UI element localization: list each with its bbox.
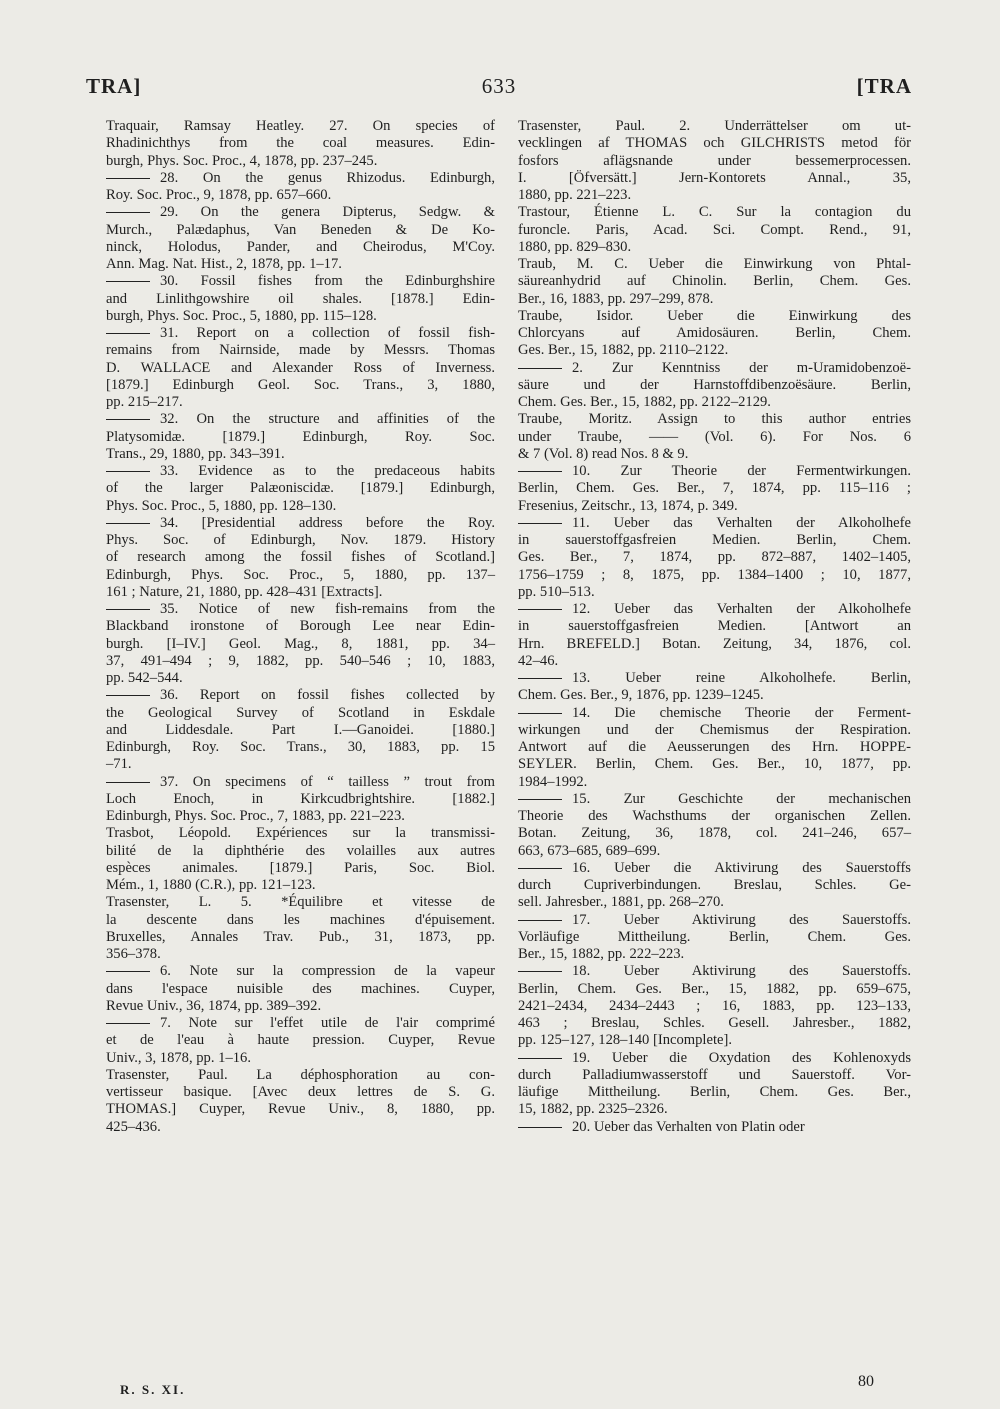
bibliography-entry (518, 118, 911, 204)
entry-line: Traube, Moritz. Assign to this author entries (518, 411, 911, 428)
entry-line: 42–46. (518, 652, 559, 669)
entry-line: Chem. Ges. Ber., 15, 1882, pp. 2122–2129. (518, 394, 771, 410)
ditto-dash (106, 782, 150, 783)
entry-line: 14. Die chemische Theorie der Ferment- (518, 705, 911, 722)
left-column (106, 118, 495, 1136)
entry-line: Edinburgh, Phys. Soc. Proc., 7, 1883, pp. 221–223. (106, 808, 405, 824)
entry-line: vertisseur basique. [Avec deux lettres de S. G. (106, 1084, 495, 1100)
entry-line: säure und der Harnstoffdibenzoësäure. Berlin, (518, 376, 911, 393)
bibliography-entry (518, 256, 911, 308)
entry-line: Chlorcyans auf Amidosäuren. Berlin, Chem. (518, 325, 911, 341)
entry-line: 2421–2434, 2434–2443 ; 16, 1883, pp. 123–133, (518, 997, 911, 1014)
entry-line: 1880, pp. 829–830. (518, 238, 632, 255)
entry-line: of the larger Palæoniscidæ. [1879.] Edinburgh, (106, 480, 495, 497)
entry-line: vecklingen af THOMAS och GILCHRISTS metod för (518, 135, 911, 152)
entry-line: 20. Ueber das Verhalten von Platin oder (518, 1119, 911, 1136)
entry-line: 37. On specimens of “ tailless ” trout from (106, 774, 495, 791)
bibliography-entry (518, 463, 911, 515)
page-number: 633 (481, 74, 517, 98)
entry-line: pp. 510–513. (518, 583, 595, 600)
bibliography-entry (106, 963, 495, 1015)
entry-line: 2. Zur Kenntniss der m-Uramidobenzoë- (518, 360, 911, 377)
entry-line: Trasenster, L. 5. *Équilibre et vitesse de (106, 894, 495, 911)
bibliography-entry (518, 912, 911, 964)
bibliography-entry (518, 791, 911, 860)
entry-line: Traquair, Ramsay Heatley. 27. On species of (106, 118, 495, 134)
entry-line: 12. Ueber das Verhalten der Alkoholhefe (518, 601, 911, 618)
entry-line: Traube, Isidor. Ueber die Einwirkung des (518, 307, 911, 324)
bibliography-entry (518, 360, 911, 412)
entry-line: Botan. Zeitung, 36, 1878, col. 241–246, 657– (518, 825, 911, 842)
entry-line: 35. Notice of new fish-remains from the (106, 601, 495, 618)
entry-line: under Traube, —— (Vol. 6). For Nos. 6 (518, 428, 911, 445)
entry-line: 1880, pp. 221–223. (518, 187, 632, 203)
ditto-dash (106, 471, 150, 472)
running-head-left: TRA] (86, 74, 142, 98)
entry-line: Edinburgh, Phys. Soc. Proc., 5, 1880, pp. 137– (106, 566, 495, 583)
ditto-dash (518, 523, 562, 524)
entry-line: 161 ; Nature, 21, 1880, pp. 428–431 [Extracts]. (106, 583, 383, 600)
entry-line: burgh, Phys. Soc. Proc., 4, 1878, pp. 237–245. (106, 152, 378, 169)
entry-line: espèces animales. [1879.] Paris, Soc. Biol. (106, 859, 495, 876)
bibliography-entry (106, 1015, 495, 1067)
running-head-right: [TRA (856, 74, 912, 98)
entry-line: 356–378. (106, 946, 161, 962)
entry-line: D. WALLACE and Alexander Ross of Inverness. (106, 359, 495, 376)
entry-line: 37, 491–494 ; 9, 1882, pp. 540–546 ; 10, 1883, (106, 652, 495, 669)
entry-line: Trasenster, Paul. La déphosphoration au con- (106, 1066, 495, 1083)
entry-line: fosfors aflägsnande under bessemerprocessen. (518, 152, 911, 169)
bibliography-entry (106, 894, 495, 963)
entry-line: pp. 125–127, 128–140 [Incomplete]. (518, 1032, 733, 1049)
entry-line: Ann. Mag. Nat. Hist., 2, 1878, pp. 1–17. (106, 256, 342, 272)
ditto-dash (518, 920, 562, 921)
entry-line: THOMAS.] Cuyper, Revue Univ., 8, 1880, pp. (106, 1101, 495, 1118)
bibliography-entry (518, 705, 911, 791)
entry-line: 33. Evidence as to the predaceous habits (106, 463, 495, 480)
entry-line: –71. (106, 756, 132, 773)
entry-line: in sauerstoffgasfreien Medien. Berlin, Chem. (518, 532, 911, 548)
right-column (518, 118, 911, 1136)
entry-line: Berlin, Chem. Ges. Ber., 7, 1874, pp. 115–116 ; (518, 480, 911, 497)
entry-line: durch Palladiumwasserstoff und Sauerstoff. Vor- (518, 1066, 911, 1083)
entry-line: Bruxelles, Annales Trav. Pub., 31, 1873, pp. (106, 928, 495, 945)
entry-line: 7. Note sur l'effet utile de l'air comprimé (106, 1015, 495, 1032)
ditto-dash (518, 868, 562, 869)
entry-line: säureanhydrid auf Chinolin. Berlin, Chem. Ges. (518, 273, 911, 290)
entry-line: sell. Jahresber., 1881, pp. 268–270. (518, 894, 724, 911)
entry-line: Mém., 1, 1880 (C.R.), pp. 121–123. (106, 877, 316, 893)
entry-line: and Liddesdale. Part I.—Ganoidei. [1880.] (106, 721, 495, 738)
entry-line: 13. Ueber reine Alkoholhefe. Berlin, (518, 670, 911, 687)
entry-line: 18. Ueber Aktivirung des Sauerstoffs. (518, 963, 911, 980)
entry-line: Loch Enoch, in Kirkcudbrightshire. [1882.] (106, 790, 495, 807)
ditto-dash (106, 281, 150, 282)
entry-line: 29. On the genera Dipterus, Sedgw. & (106, 204, 495, 221)
ditto-dash (518, 1058, 562, 1059)
entry-line: 15, 1882, pp. 2325–2326. (518, 1101, 668, 1118)
entry-line: Phys. Soc. of Edinburgh, Nov. 1879. History (106, 532, 495, 548)
entry-line: Theorie des Wachsthums der organischen Zellen. (518, 808, 911, 824)
entry-line: Ges. Ber., 7, 1874, pp. 872–887, 1402–1405, (518, 549, 911, 566)
entry-line: Blackband ironstone of Borough Lee near Edin- (106, 618, 495, 635)
entry-line: Berlin, Chem. Ges. Ber., 15, 1882, pp. 659–675, (518, 980, 911, 997)
entry-line: 11. Ueber das Verhalten der Alkoholhefe (518, 515, 911, 532)
entry-line: of research among the fossil fishes of Scotland.] (106, 549, 495, 566)
ditto-dash (106, 419, 150, 420)
entry-line: Trasbot, Léopold. Expériences sur la transmissi- (106, 825, 495, 842)
entry-line: the Geological Survey of Scotland in Eskdale (106, 704, 495, 721)
entry-line: Vorläufige Mittheilung. Berlin, Chem. Ges. (518, 928, 911, 945)
entry-line: 32. On the structure and affinities of the (106, 411, 495, 428)
entry-line: in sauerstoffgasfreien Medien. [Antwort an (518, 618, 911, 635)
entry-line: 463 ; Breslau, Schles. Gesell. Jahresber., 1882, (518, 1015, 911, 1031)
ditto-dash (106, 1023, 150, 1024)
ditto-dash (518, 678, 562, 679)
bibliography-entry (518, 860, 911, 912)
entry-line: 17. Ueber Aktivirung des Sauerstoffs. (518, 912, 911, 929)
entry-line: ninck, Holodus, Pander, and Cheirodus, M'Coy. (106, 238, 495, 255)
entry-line: bilité de la diphthérie des volailles aux autres (106, 842, 495, 859)
bibliography-entry (518, 601, 911, 670)
ditto-dash (518, 368, 562, 369)
entry-line: 30. Fossil fishes from the Edinburghshire (106, 273, 495, 290)
entry-line: [1879.] Edinburgh Geol. Soc. Trans., 3, 1880, (106, 376, 495, 393)
bibliography-entry (106, 774, 495, 826)
entry-line: 663, 673–685, 689–699. (518, 842, 661, 859)
entry-line: burgh. [I–IV.] Geol. Mag., 8, 1881, pp. 34– (106, 635, 495, 652)
entry-line: 1984–1992. (518, 773, 588, 790)
entry-line: burgh, Phys. Soc. Proc., 5, 1880, pp. 115–128. (106, 307, 377, 324)
ditto-dash (518, 971, 562, 972)
bibliography-entry (106, 170, 495, 205)
entry-line: 19. Ueber die Oxydation des Kohlenoxyds (518, 1050, 911, 1067)
signature-mark: R. S. XI. (120, 1382, 186, 1397)
bibliography-entry (106, 325, 495, 411)
bibliography-entry (518, 411, 911, 463)
bibliography-entry (518, 1050, 911, 1119)
ditto-dash (518, 1127, 562, 1128)
entry-line: pp. 215–217. (106, 394, 183, 410)
entry-line: Trastour, Étienne L. C. Sur la contagion du (518, 204, 911, 221)
entry-line: Revue Univ., 36, 1874, pp. 389–392. (106, 997, 322, 1014)
running-head (86, 74, 912, 104)
entry-line: 15. Zur Geschichte der mechanischen (518, 791, 911, 808)
entry-line: 34. [Presidential address before the Roy. (106, 515, 495, 532)
bibliography-entry (106, 1067, 495, 1136)
entry-line: Ber., 16, 1883, pp. 297–299, 878. (518, 290, 714, 307)
entry-line: la descente dans les machines d'épuisement. (106, 911, 495, 928)
entry-line: Trans., 29, 1880, pp. 343–391. (106, 445, 285, 462)
entry-line: Edinburgh, Roy. Soc. Trans., 30, 1883, pp. 15 (106, 739, 495, 755)
bibliography-entry (106, 273, 495, 325)
entry-line: wirkungen und der Chemismus der Respiration. (518, 721, 911, 738)
entry-line: and Linlithgowshire oil shales. [1878.] Edin- (106, 290, 495, 307)
entry-line: Hrn. BREFELD.] Botan. Zeitung, 34, 1876, col. (518, 635, 911, 652)
bibliography-entry (106, 463, 495, 515)
ditto-dash (106, 212, 150, 213)
bibliography-entry (518, 1119, 911, 1136)
ditto-dash (106, 971, 150, 972)
entry-line: Phys. Soc. Proc., 5, 1880, pp. 128–130. (106, 497, 337, 514)
bibliography-entry (518, 670, 911, 705)
entry-line: Rhadinichthys from the coal measures. Edin- (106, 135, 495, 152)
entry-line: Univ., 3, 1878, pp. 1–16. (106, 1049, 251, 1066)
ditto-dash (518, 799, 562, 800)
ditto-dash (106, 333, 150, 334)
entry-line: SEYLER. Berlin, Chem. Ges. Ber., 10, 1877, pp. (518, 756, 911, 773)
entry-line: pp. 542–544. (106, 670, 183, 686)
entry-line: furoncle. Paris, Acad. Sci. Compt. Rend., 91, (518, 221, 911, 238)
bibliography-entry (106, 204, 495, 273)
bibliography-entry (106, 118, 495, 170)
bibliography-entry (106, 825, 495, 894)
entry-line: 1756–1759 ; 8, 1875, pp. 1384–1400 ; 10, 1877, (518, 566, 911, 583)
entry-line: Murch., Palædaphus, Van Beneden & De Ko- (106, 221, 495, 238)
entry-line: 31. Report on a collection of fossil fish- (106, 325, 495, 342)
entry-line: 28. On the genus Rhizodus. Edinburgh, (106, 170, 495, 187)
entry-line: Trasenster, Paul. 2. Underrättelser om ut- (518, 118, 911, 134)
entry-line: dans l'espace nuisible des machines. Cuyper, (106, 980, 495, 997)
entry-line: & 7 (Vol. 8) read Nos. 8 & 9. (518, 445, 689, 462)
entry-line: Ber., 15, 1882, pp. 222–223. (518, 946, 685, 962)
sheet-number: 80 (858, 1373, 874, 1390)
ditto-dash (106, 695, 150, 696)
entry-line: et de l'eau à haute pression. Cuyper, Revue (106, 1032, 495, 1049)
bibliography-entry (518, 204, 911, 256)
entry-line: I. [Öfversätt.] Jern-Kontorets Annal., 35, (518, 169, 911, 186)
entry-line: Fresenius, Zeitschr., 13, 1874, p. 349. (518, 497, 738, 514)
bibliography-entry (518, 515, 911, 601)
ditto-dash (106, 609, 150, 610)
ditto-dash (518, 713, 562, 714)
ditto-dash (518, 609, 562, 610)
entry-line: läufige Mittheilung. Berlin, Chem. Ges. Ber., (518, 1084, 911, 1100)
bibliography-entry (106, 601, 495, 687)
ditto-dash (106, 523, 150, 524)
entry-line: 36. Report on fossil fishes collected by (106, 687, 495, 704)
ditto-dash (518, 471, 562, 472)
bibliography-entry (106, 411, 495, 463)
entry-line: Platysomidæ. [1879.] Edinburgh, Roy. Soc. (106, 428, 495, 445)
bibliography-entry (518, 963, 911, 1049)
bibliography-entry (106, 687, 495, 773)
bibliography-entry (518, 308, 911, 360)
entry-line: Antwort auf die Aeusserungen des Hrn. HOPPE- (518, 739, 911, 755)
entry-line: 10. Zur Theorie der Fermentwirkungen. (518, 463, 911, 480)
entry-line: Ges. Ber., 15, 1882, pp. 2110–2122. (518, 342, 729, 359)
entry-line: remains from Nairnside, made by Messrs. Thomas (106, 342, 495, 359)
entry-line: Roy. Soc. Proc., 9, 1878, pp. 657–660. (106, 187, 332, 203)
entry-line: Chem. Ges. Ber., 9, 1876, pp. 1239–1245. (518, 687, 764, 704)
entry-line: 16. Ueber die Aktivirung des Sauerstoffs (518, 860, 911, 877)
bibliography-entry (106, 515, 495, 601)
entry-line: durch Cupriverbindungen. Breslau, Schles. Ge- (518, 877, 911, 893)
ditto-dash (106, 178, 150, 179)
entry-line: 425–436. (106, 1118, 161, 1135)
entry-line: Traub, M. C. Ueber die Einwirkung von Phtal- (518, 256, 911, 272)
entry-line: 6. Note sur la compression de la vapeur (106, 963, 495, 980)
